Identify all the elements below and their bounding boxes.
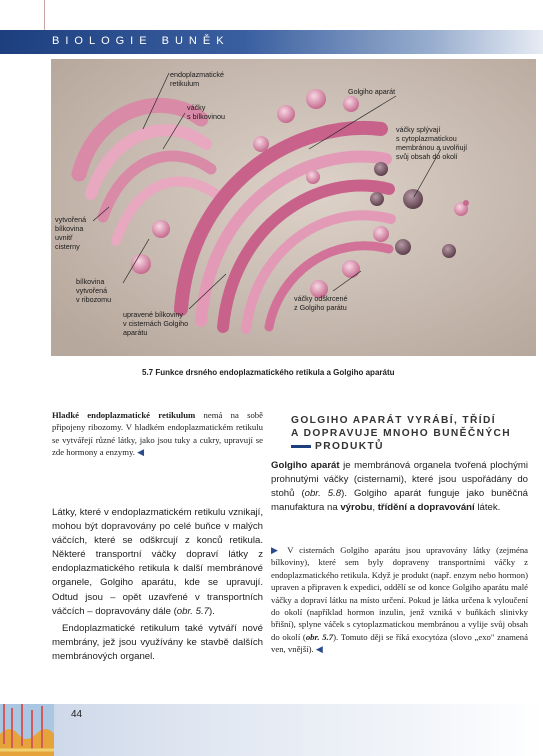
footer-decoration [0,704,54,756]
page-number: 44 [71,709,83,720]
term-smooth-er: Hladké endoplazmatické retikulum [52,410,196,420]
figure-reference: obr. 5.8 [304,488,342,500]
margin-rule [44,0,45,30]
transport-paragraph: Látky, které v endoplazmatickém retikulu vznikají, mohou být dopravovány po celé buňce v malých váčcích, které se odškrcují z konců retikula. Některé transportní váčky dopraví látky z endoplazmatického retikula k další membránové organele, Golgiho aparátu, kde se upravují. Odtud jsou – opět uzavřené v transportních váčcích – dopravovány dále (obr. 5.7). [52,507,263,617]
triangle-left-icon: ◀ [315,644,323,655]
label-er: endoplazmatické retikulum [170,70,224,88]
label-modified-proteins: upravené bílkoviny v cisternách Golgiho aparátu [123,310,189,337]
golgi-body-paragraph: ▶ V cisternách Golgiho aparátu jsou upravovány látky (zejména bílkoviny), které sem byly dopraveny transportními váčky z endoplazmatického retikula. Když je produkt (např. enzym nebo hormon) upraven a připraven k expedici, oddělí se od konce Golgiho aparátu malé váčky a dopraví látku na místo určení. Pokud je látka určena k vyloučení do okolí (například hormon inzulin, jenž vzniká v buňkách slinivky břišní), splyne váček s cytoplazmatickou membránou a vylije svůj obsah do okolí (obr. 5.7). Tomuto ději se říká exocytóza (slovo „exo" znamená ven, vnější). ◀ [271,545,529,655]
membranes-paragraph: Endoplazmatické retikulum také vytváří nové membrány, jež jsou využívány ke stavbě dalších membránových organel. [52,623,263,663]
triangle-right-icon: ▶ [271,545,282,555]
figure-er-golgi [51,59,536,356]
triangle-left-icon: ◀ [137,447,144,458]
running-head: BIOLOGIE BUNĚK [52,35,230,47]
section-title: GOLGIHO APARÁT VYRÁBÍ, TŘÍDÍ A DOPRAVUJE MNOHO BUNĚČNÝCH PRODUKTŮ [291,415,512,452]
smooth-er-paragraph: Hladké endoplazmatické retikulum nemá na sobě připojeny ribozomy. V hladkém endoplazmatickém retikulu se vytvářejí různé látky, jako jsou tuky a cukry, upravují se zde hormony a enzymy. ◀ [52,410,264,458]
label-pinched-vesicles: váčky odškrcené z Golgiho parátu [294,294,348,312]
figure-reference: obr. 5.7 [305,631,334,642]
label-ribosome-protein: bílkovina vytvořená v ribozomu [76,277,112,304]
label-formed-protein: vytvořená bílkovina uvnitř cisterny [55,215,87,251]
term-golgi: Golgiho aparát [271,460,340,471]
title-dash [291,445,311,448]
golgi-intro-paragraph: Golgiho aparát je membránová organela tvořená plochými prohnutými váčky (cisternami), které jsou uspořádány do stohů (obr. 5.8). Golgiho aparát funguje jako buněčná manufaktura na výrobu, třídění a dopravování látek. [271,460,528,514]
label-vesicles-fusing: váčky splývají s cytoplazmatickou membránou a uvolňují svůj obsah do okolí [396,125,468,161]
label-vesicles-protein: váčky s bílkovinou [187,103,225,121]
figure-reference: obr. 5.7 [176,605,209,617]
figure-caption: 5.7 Funkce drsného endoplazmatického retikula a Golgiho aparátu [142,368,395,377]
label-golgi: Golgiho aparát [348,87,396,96]
